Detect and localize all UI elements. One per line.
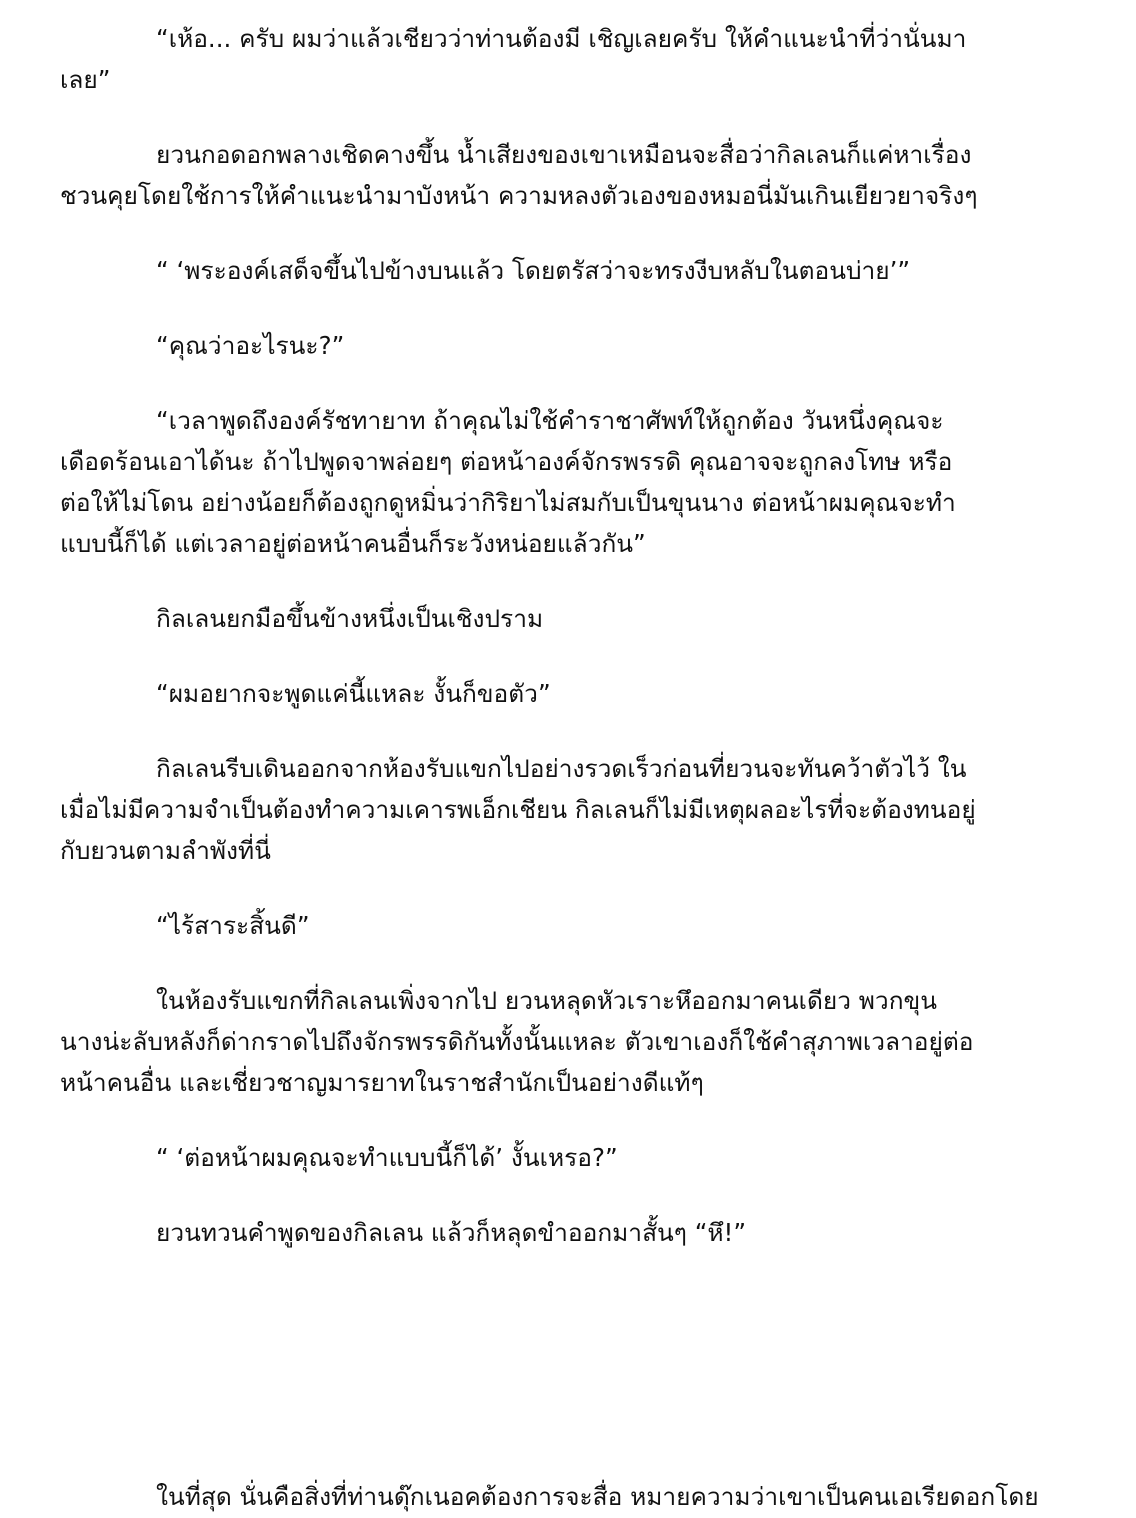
paragraph-9: [60, 905, 1080, 946]
paragraph-5: [60, 400, 1080, 564]
cut-off-line: [60, 1476, 1080, 1517]
paragraph-2: [60, 134, 1080, 216]
text-line: กิลเลนยกมือขึ้นข้างหนึ่งเป็นเชิงปราม: [156, 604, 544, 633]
paragraph-7: [60, 673, 1080, 714]
paragraph-6: [60, 598, 1080, 639]
text-line: ต่อให้ไม่โดน อย่างน้อยก็ต้องถูกดูหมิ่นว่ากิริยาไม่สมกับเป็นขุนนาง ต่อหน้าผมคุณจะทำ: [60, 488, 956, 517]
paragraph-4: [60, 325, 1080, 366]
text-line: ยวนกอดอกพลางเชิดคางขึ้น น้ำเสียงของเขาเหมือนจะสื่อว่ากิลเลนก็แค่หาเรื่อง: [156, 140, 972, 169]
text-line: เลย”: [60, 65, 111, 94]
text-line: นางน่ะลับหลังก็ด่ากราดไปถึงจักรพรรดิกันทั้งนั้นแหละ ตัวเขาเองก็ใช้คำสุภาพเวลาอยู่ต่อ: [60, 1027, 974, 1056]
document-page: [60, 18, 1080, 1518]
text-line: กิลเลนรีบเดินออกจากห้องรับแขกไปอย่างรวดเร็วก่อนที่ยวนจะทันคว้าตัวไว้ ใน: [156, 754, 967, 783]
paragraph-10: [60, 980, 1080, 1103]
text-line: ชวนคุยโดยใช้การให้คำแนะนำมาบังหน้า ความหลงตัวเองของหมอนี่มันเกินเยียวยาจริงๆ: [60, 181, 978, 210]
text-line: แบบนี้ก็ได้ แต่เวลาอยู่ต่อหน้าคนอื่นก็ระวังหน่อยแล้วกัน”: [60, 529, 646, 558]
text-line: กับยวนตามลำพังที่นี่: [60, 836, 271, 865]
text-line: “ ‘ต่อหน้าผมคุณจะทำแบบนี้ก็ได้’ งั้นเหรอ?”: [156, 1143, 618, 1172]
text-line: ในห้องรับแขกที่กิลเลนเพิ่งจากไป ยวนหลุดหัวเราะหึออกมาคนเดียว พวกขุน: [156, 986, 938, 1015]
text-line: เดือดร้อนเอาได้นะ ถ้าไปพูดจาพล่อยๆ ต่อหน้าองค์จักรพรรดิ คุณอาจจะถูกลงโทษ หรือ: [60, 447, 953, 476]
paragraph-12: [60, 1212, 1080, 1253]
paragraph-11: [60, 1137, 1080, 1178]
text-line: “ ‘พระองค์เสด็จขึ้นไปข้างบนแล้ว โดยตรัสว่าจะทรงงีบหลับในตอนบ่าย’”: [156, 256, 911, 285]
text-line: “ไร้สาระสิ้นดี”: [156, 911, 310, 940]
text-line: เมื่อไม่มีความจำเป็นต้องทำความเคารพเอ็กเชียน กิลเลนก็ไม่มีเหตุผลอะไรที่จะต้องทนอยู่: [60, 795, 976, 824]
text-line: ในที่สุด นั่นคือสิ่งที่ท่านดุ๊กเนอคต้องการจะสื่อ หมายความว่าเขาเป็นคนเอเรียดอกโดย: [156, 1482, 1039, 1511]
text-line: ยวนทวนคำพูดของกิลเลน แล้วก็หลุดขำออกมาสั้นๆ “หึ!”: [156, 1218, 747, 1247]
text-line: “เห้อ... ครับ ผมว่าแล้วเชียวว่าท่านต้องมี เชิญเลยครับ ให้คำแนะนำที่ว่านั่นมา: [156, 24, 967, 53]
paragraph-8: [60, 748, 1080, 871]
text-line: หน้าคนอื่น และเชี่ยวชาญมารยาทในราชสำนักเป็นอย่างดีแท้ๆ: [60, 1068, 704, 1097]
text-line: “คุณว่าอะไรนะ?”: [156, 331, 345, 360]
text-line: “เวลาพูดถึงองค์รัชทายาท ถ้าคุณไม่ใช้คำราชาศัพท์ให้ถูกต้อง วันหนึ่งคุณจะ: [156, 406, 944, 435]
paragraph-3: [60, 250, 1080, 291]
paragraph-1: [60, 18, 1080, 100]
text-line: “ผมอยากจะพูดแค่นี้แหละ งั้นก็ขอตัว”: [156, 679, 551, 708]
